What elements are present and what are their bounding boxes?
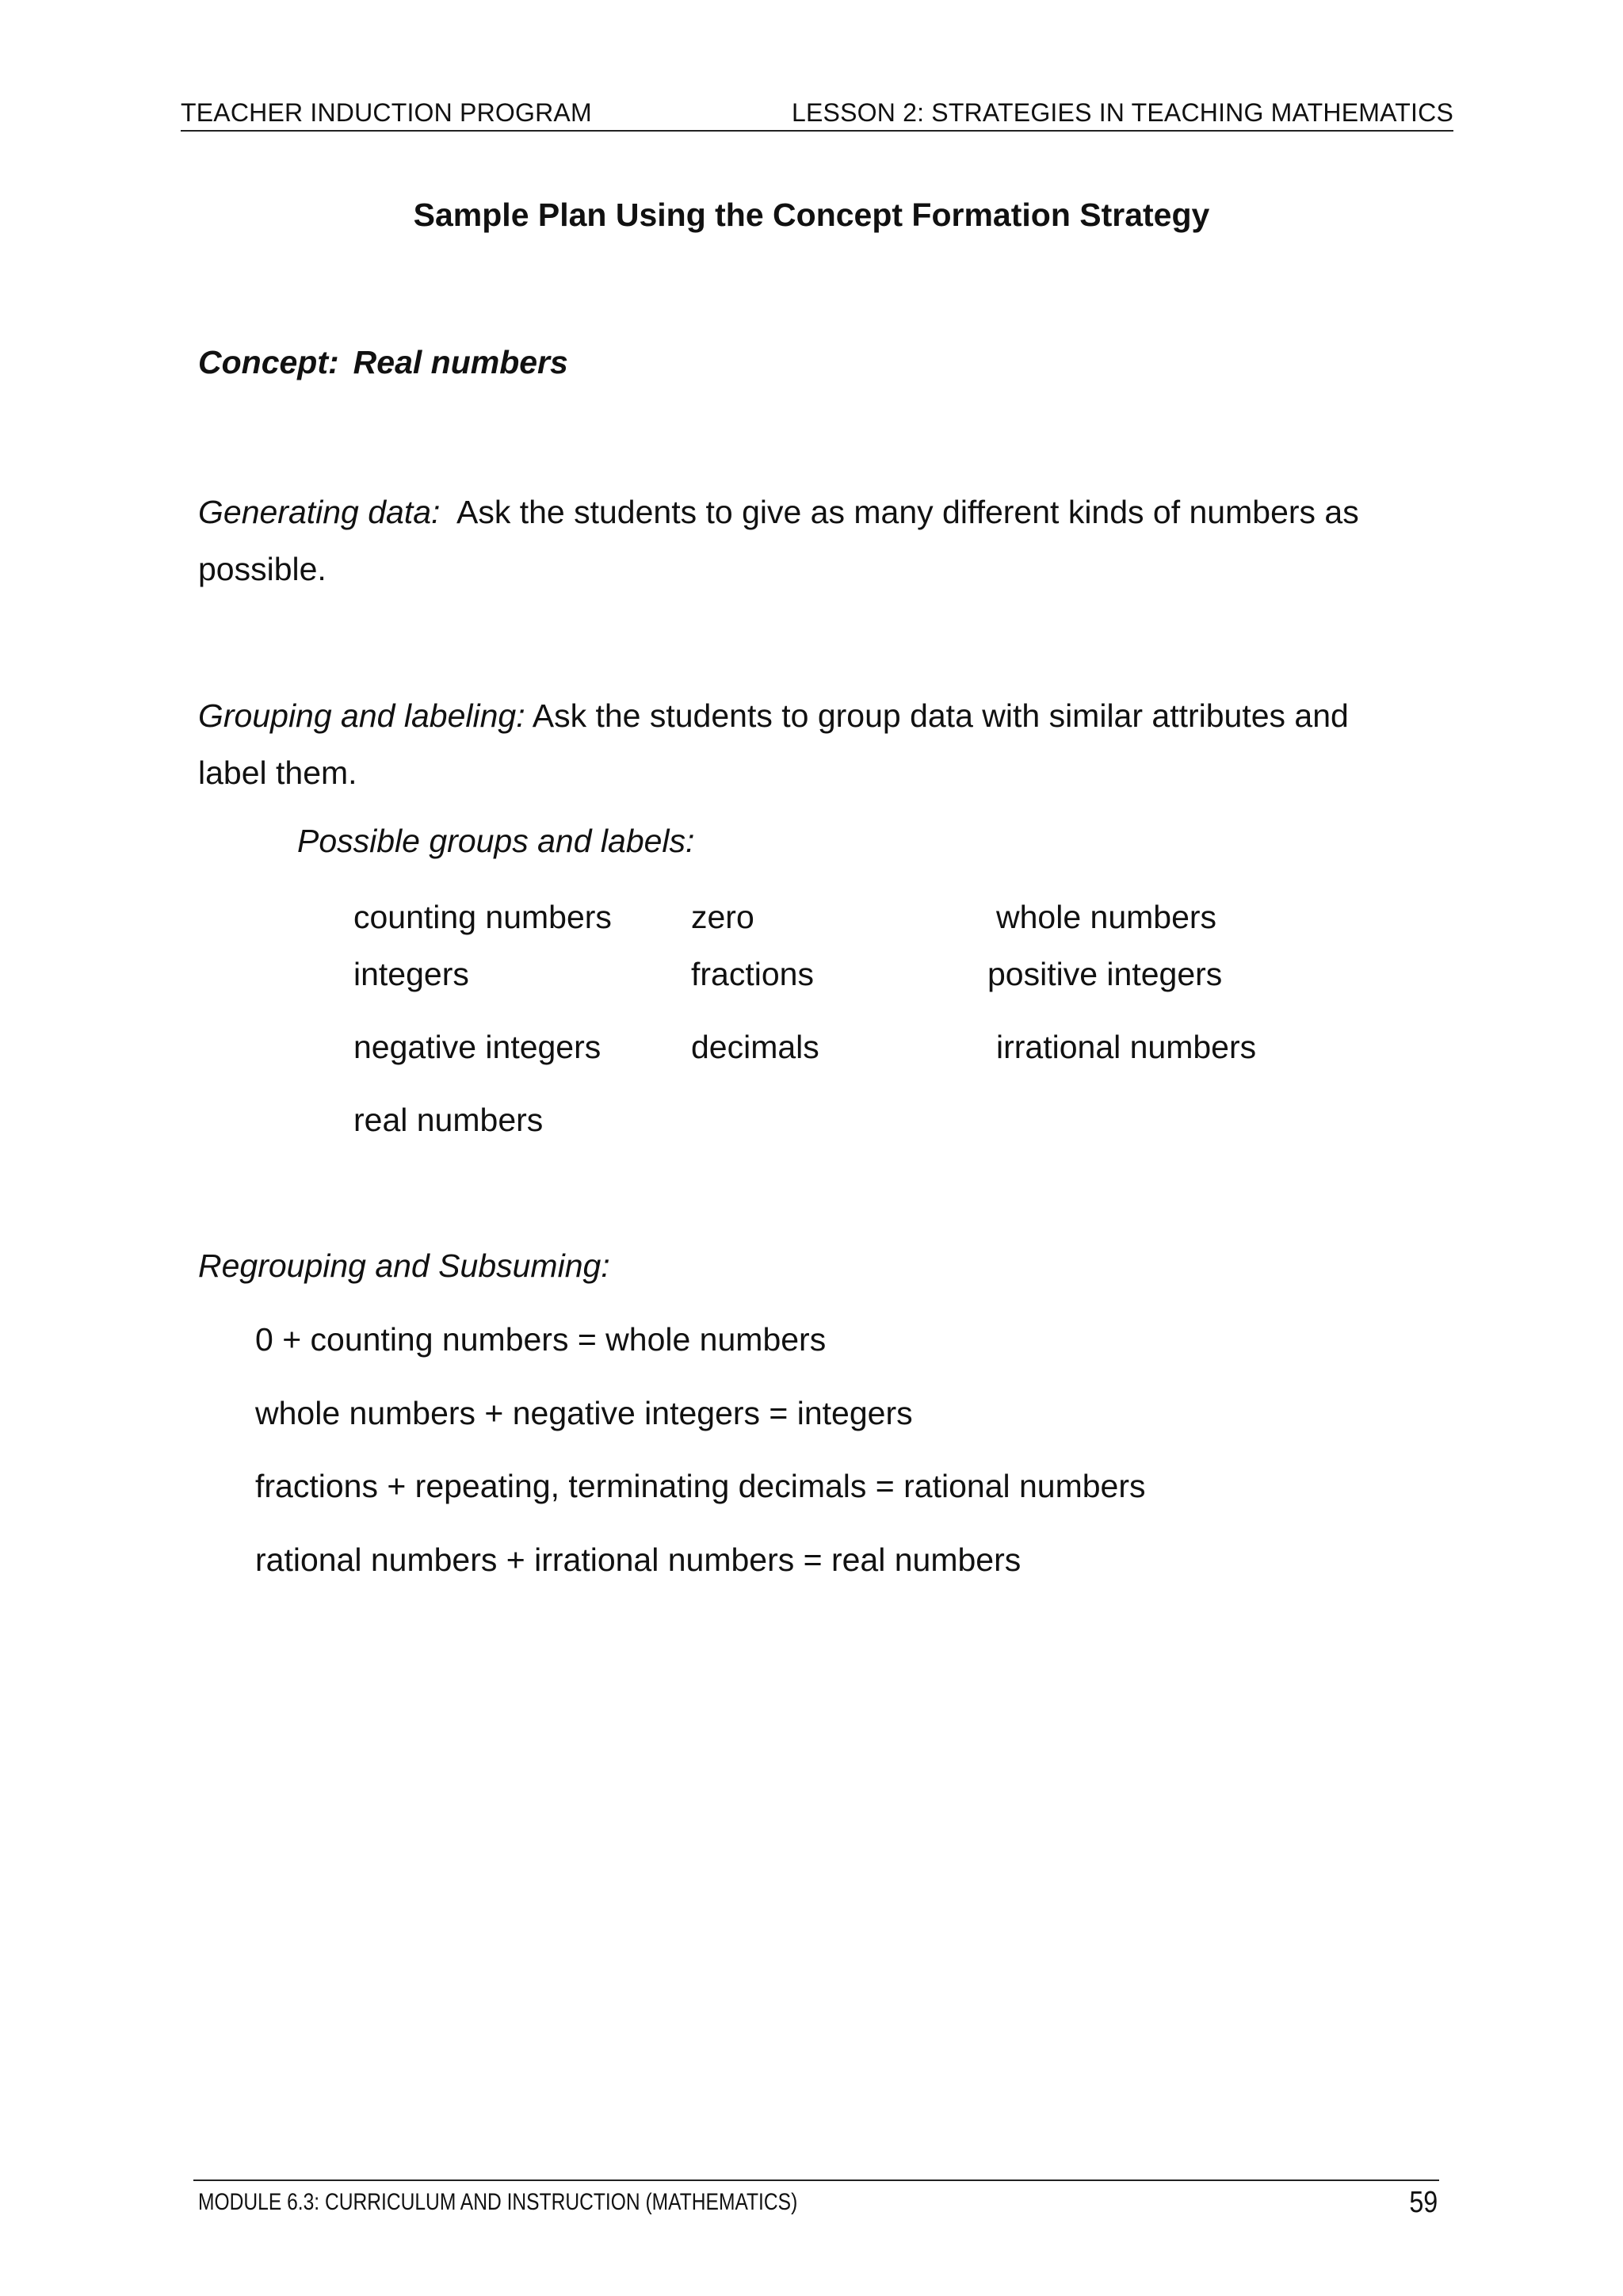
header-program: TEACHER INDUCTION PROGRAM	[181, 98, 592, 127]
possible-groups-label: Possible groups and labels:	[297, 823, 695, 859]
grouping-labeling-label: Grouping and labeling:	[198, 697, 525, 734]
page-number: 59	[1409, 2186, 1438, 2219]
group-item: irrational numbers	[996, 1029, 1257, 1065]
group-item: integers	[353, 956, 469, 992]
group-item: zero	[691, 899, 754, 935]
generating-data-text: Ask the students to give as many different kinds of numbers as possible.	[198, 494, 1359, 587]
group-item: real numbers	[353, 1102, 544, 1138]
group-item: positive integers	[987, 956, 1223, 992]
grouping-labeling-paragraph	[198, 687, 1411, 801]
regrouping-equation: rational numbers + irrational numbers = real numbers	[255, 1541, 1022, 1578]
group-item: counting numbers	[353, 899, 612, 935]
footer-module: MODULE 6.3: CURRICULUM AND INSTRUCTION (MATHEMATICS)	[198, 2189, 798, 2215]
group-item: whole numbers	[996, 899, 1217, 935]
generating-data-label: Generating data:	[198, 494, 441, 530]
group-item: fractions	[691, 956, 814, 992]
group-item: decimals	[691, 1029, 819, 1065]
regrouping-equation: whole numbers + negative integers = integers	[255, 1395, 913, 1431]
page-header	[181, 95, 1453, 132]
generating-data-paragraph	[198, 483, 1411, 598]
grouping-labeling-text: Ask the students to group data with similar attributes and label them.	[198, 697, 1349, 791]
regrouping-equation: 0 + counting numbers = whole numbers	[255, 1321, 827, 1358]
concept-line	[198, 344, 568, 381]
header-lesson: LESSON 2: STRATEGIES IN TEACHING MATHEMATICS	[791, 98, 1453, 127]
regrouping-equation: fractions + repeating, terminating decimals = rational numbers	[255, 1468, 1146, 1504]
concept-label: Concept:	[198, 344, 339, 380]
page-footer	[193, 2179, 1439, 2219]
page-title: Sample Plan Using the Concept Formation Strategy	[413, 197, 1210, 233]
regrouping-label: Regrouping and Subsuming:	[198, 1247, 610, 1284]
group-item: negative integers	[353, 1029, 601, 1065]
concept-value: Real numbers	[353, 344, 568, 380]
